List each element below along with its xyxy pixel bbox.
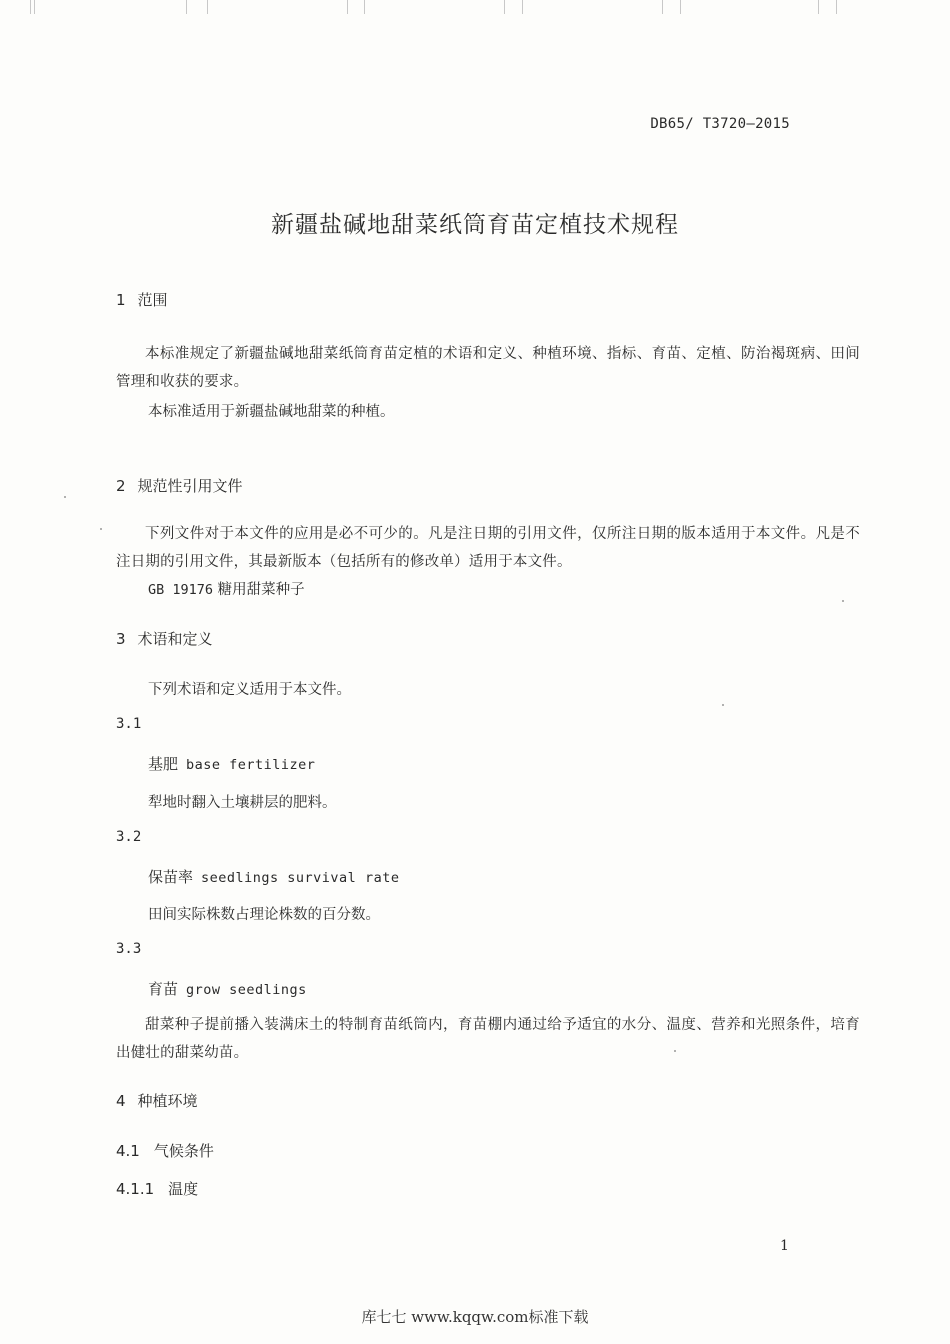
- term-heading: [148, 753, 315, 774]
- subsection-4-1-1-heading: [116, 1178, 198, 1199]
- reference-title: 糖用甜菜种子: [217, 582, 305, 598]
- subsection-number: 4.1: [116, 1142, 140, 1160]
- section-4-heading: [116, 1090, 198, 1111]
- section-2-heading: [116, 475, 243, 496]
- term-heading: [148, 866, 399, 887]
- section-3-heading: [116, 628, 213, 649]
- term-number: 3.3: [116, 941, 142, 957]
- section-title: 种植环境: [137, 1092, 198, 1110]
- scan-margin-marks: [0, 0, 950, 22]
- section-number: 4: [116, 1092, 126, 1110]
- term-english: seedlings survival rate: [201, 870, 400, 886]
- section-2-paragraph-1: 下列文件对于本文件的应用是必不可少的。凡是注日期的引用文件，仅所注日期的版本适用于本文件。凡是不注日期的引用文件，其最新版本（包括所有的修改单）适用于本文件。: [116, 526, 860, 570]
- term-chinese: 保苗率: [148, 868, 194, 886]
- term-chinese: 基肥: [148, 755, 179, 773]
- section-title: 规范性引用文件: [137, 477, 243, 495]
- scan-speck: [722, 704, 724, 706]
- section-1-heading: [116, 289, 168, 310]
- reference-code: GB 19176: [148, 582, 214, 598]
- subsection-4-1-heading: [116, 1140, 214, 1161]
- section-3-paragraph-1: 下列术语和定义适用于本文件。: [148, 682, 351, 698]
- term-number: 3.2: [116, 829, 142, 845]
- standard-code: DB65/ T3720—2015: [650, 116, 790, 132]
- term-heading: [148, 978, 307, 999]
- term-chinese: 育苗: [148, 980, 179, 998]
- subsection-title: 气候条件: [153, 1142, 214, 1160]
- section-number: 3: [116, 630, 126, 648]
- subsection-number: 4.1.1: [116, 1180, 155, 1198]
- section-1-paragraph-2: 本标准适用于新疆盐碱地甜菜的种植。: [148, 404, 395, 420]
- term-definition: 田间实际株数占理论株数的百分数。: [148, 907, 380, 923]
- term-number: 3.1: [116, 716, 142, 732]
- scan-speck: [100, 528, 102, 530]
- section-number: 1: [116, 291, 126, 309]
- normative-reference: [148, 578, 305, 599]
- section-1-paragraph-1: 本标准规定了新疆盐碱地甜菜纸筒育苗定植的术语和定义、种植环境、指标、育苗、定植、防治褐斑病、田间管理和收获的要求。: [116, 346, 860, 390]
- section-number: 2: [116, 477, 126, 495]
- term-english: grow seedlings: [186, 982, 307, 998]
- scan-speck: [64, 496, 66, 498]
- scan-speck: [842, 600, 844, 602]
- section-title: 范围: [137, 291, 168, 309]
- section-title: 术语和定义: [137, 630, 213, 648]
- term-definition: 甜菜种子提前播入装满床土的特制育苗纸筒内，育苗棚内通过给予适宜的水分、温度、营养和光照条件，培育出健壮的甜菜幼苗。: [116, 1017, 860, 1061]
- subsection-title: 温度: [168, 1180, 199, 1198]
- page-number: 1: [780, 1238, 789, 1254]
- document-title: 新疆盐碱地甜菜纸筒育苗定植技术规程: [271, 212, 679, 238]
- footer-watermark: 库七七 www.kqqw.com标准下载: [361, 1308, 589, 1326]
- term-definition: 犁地时翻入土壤耕层的肥料。: [148, 795, 337, 811]
- scan-speck: [674, 1050, 676, 1052]
- term-english: base fertilizer: [186, 757, 316, 773]
